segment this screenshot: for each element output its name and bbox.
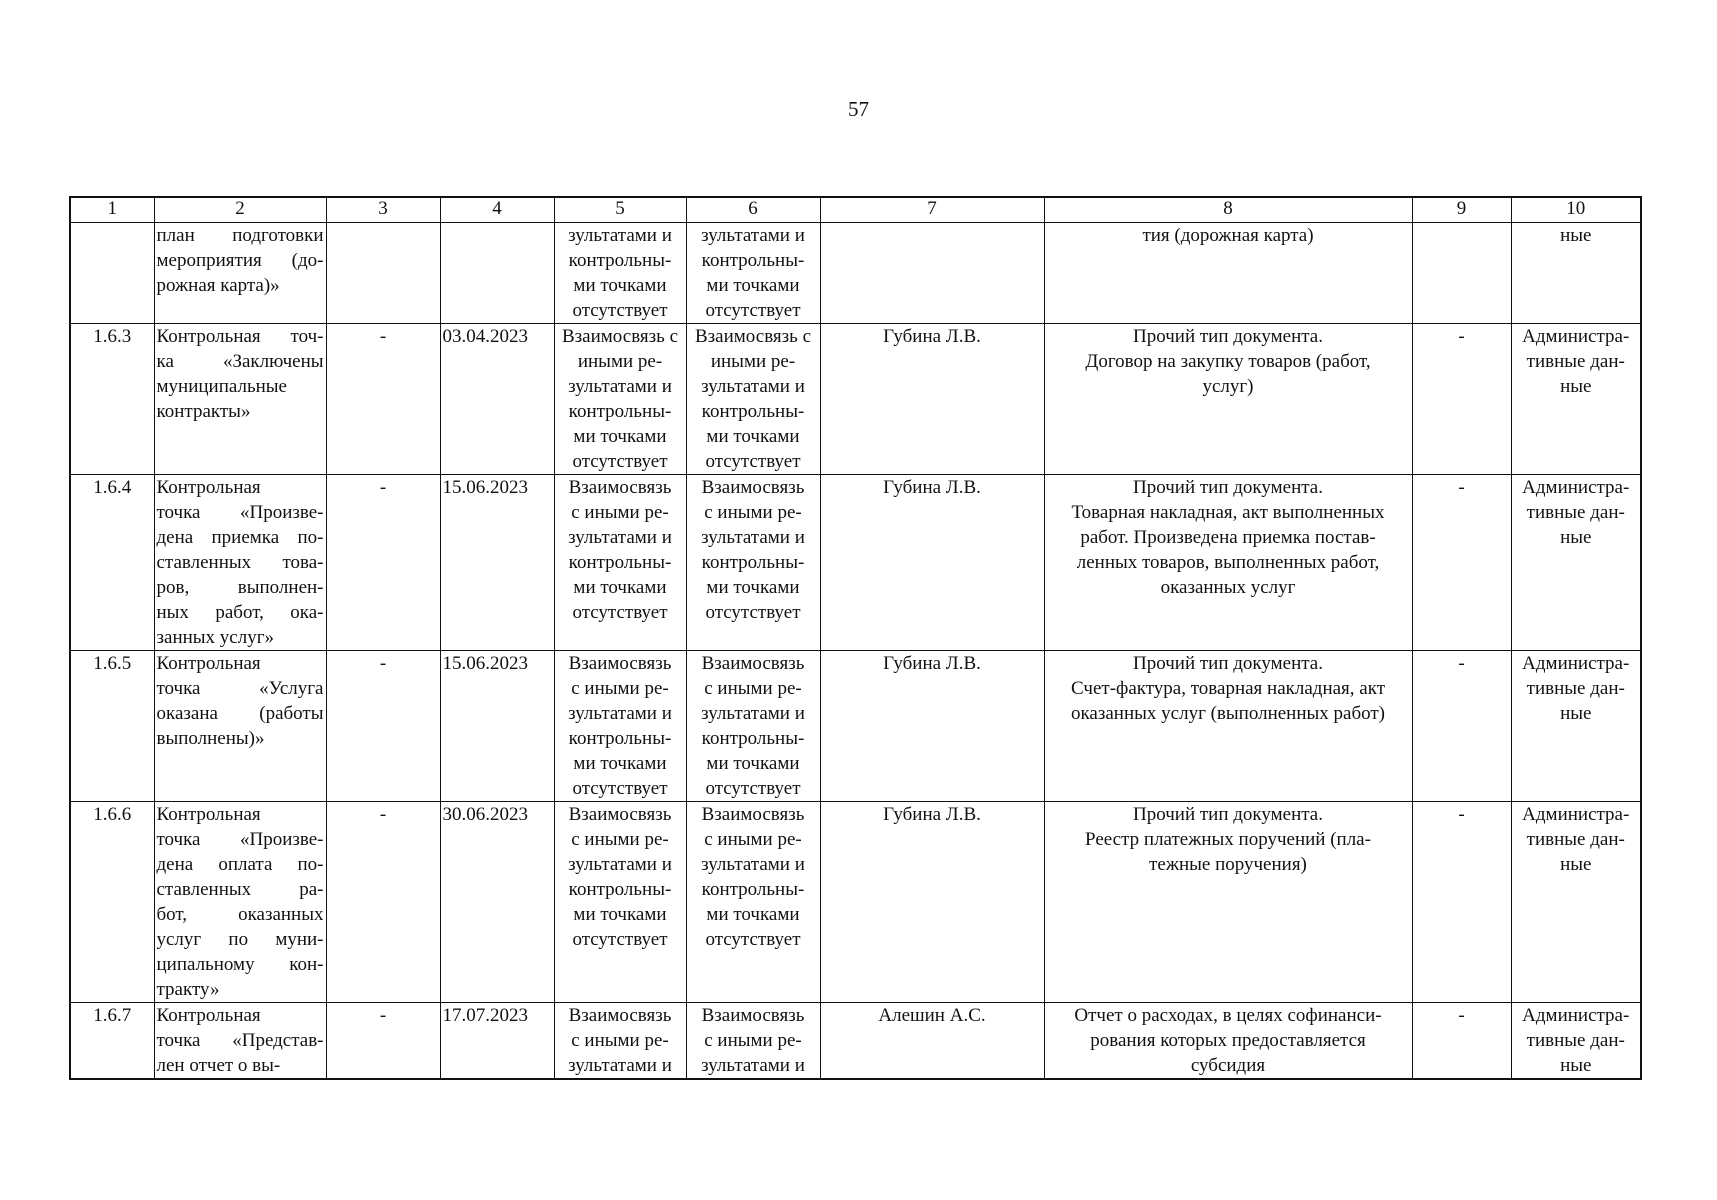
column-3-cell: - — [326, 475, 440, 651]
relation-cell-6 — [686, 475, 820, 651]
control-point-name-cell — [154, 223, 326, 324]
control-point-name-cell — [154, 1003, 326, 1080]
table-row — [70, 1003, 1641, 1080]
cell-line: тия (дорожная карта) — [1142, 225, 1314, 246]
column-number: 4 — [440, 197, 554, 223]
document-type-cell — [1044, 475, 1412, 651]
cell-line: ные — [1560, 527, 1592, 548]
document-type-cell — [1044, 324, 1412, 475]
cell-line: Администра- — [1522, 477, 1630, 498]
cell-line: Взаимосвязь — [568, 477, 672, 498]
column-number: 2 — [154, 197, 326, 223]
row-number-cell — [70, 223, 154, 324]
relation-cell-5 — [554, 223, 686, 324]
document-type-cell — [1044, 651, 1412, 802]
control-point-name-cell — [154, 475, 326, 651]
cell-line: Контрольная — [156, 653, 261, 674]
cell-line: с иными ре- — [704, 1030, 802, 1051]
control-points-table — [69, 196, 1642, 1080]
cell-line: ставленных това- — [156, 552, 324, 573]
cell-line: отсутствует — [572, 778, 668, 799]
column-number: 8 — [1044, 197, 1412, 223]
cell-line: точка «Услуга — [156, 678, 324, 699]
cell-line: зультатами и — [568, 225, 672, 246]
cell-line: отсутствует — [572, 451, 668, 472]
cell-line: точка «Представ- — [156, 1030, 324, 1051]
cell-line: ленных товаров, выполненных работ, — [1076, 552, 1380, 573]
cell-line: услуг) — [1202, 376, 1254, 397]
cell-line: контрольны- — [701, 250, 805, 271]
table-row — [70, 651, 1641, 802]
cell-line: Администра- — [1522, 804, 1630, 825]
cell-line: ми точками — [706, 426, 800, 447]
document-type-cell — [1044, 1003, 1412, 1080]
cell-line: зультатами и — [701, 225, 805, 246]
cell-line: Взаимосвязь — [568, 804, 672, 825]
cell-line: Взаимосвязь — [701, 653, 805, 674]
cell-line: оказанных услуг (выполненных работ) — [1070, 703, 1386, 724]
cell-line: точка «Произве- — [156, 829, 324, 850]
date-cell: 30.06.2023 — [440, 802, 554, 1003]
cell-line: с иными ре- — [704, 678, 802, 699]
cell-line: тивные дан- — [1526, 502, 1625, 523]
cell-line: ные — [1560, 703, 1592, 724]
cell-line: выполнены)» — [156, 728, 265, 749]
cell-line: контрольны- — [568, 879, 672, 900]
responsible-cell: Губина Л.В. — [820, 324, 1044, 475]
cell-line: ми точками — [706, 577, 800, 598]
cell-line: Прочий тип документа. — [1133, 477, 1323, 498]
column-3-cell: - — [326, 651, 440, 802]
cell-line: отсутствует — [705, 929, 801, 950]
cell-line: ные — [1560, 225, 1592, 246]
cell-line: тивные дан- — [1526, 1030, 1625, 1051]
responsible-cell — [820, 223, 1044, 324]
cell-line: контрольны- — [568, 250, 672, 271]
document-type-cell — [1044, 223, 1412, 324]
cell-line: муниципальные — [156, 376, 287, 397]
control-point-name-cell — [154, 802, 326, 1003]
cell-line: ставленных ра- — [156, 879, 324, 900]
cell-line: тракту» — [156, 979, 220, 1000]
column-9-cell: - — [1412, 324, 1511, 475]
table-body — [70, 223, 1641, 1080]
relation-cell-5 — [554, 651, 686, 802]
cell-line: контрольны- — [701, 552, 805, 573]
cell-line: контракты» — [156, 401, 251, 422]
cell-line: иными ре- — [577, 351, 663, 372]
date-cell — [440, 223, 554, 324]
cell-line: оказана (работы — [156, 703, 324, 724]
cell-line: ми точками — [573, 577, 667, 598]
responsible-cell: Губина Л.В. — [820, 475, 1044, 651]
relation-cell-6 — [686, 324, 820, 475]
cell-line: дена оплата по- — [156, 854, 324, 875]
column-3-cell — [326, 223, 440, 324]
relation-cell-5 — [554, 802, 686, 1003]
cell-line: тивные дан- — [1526, 351, 1625, 372]
cell-line: Контрольная — [156, 804, 261, 825]
document-type-cell — [1044, 802, 1412, 1003]
cell-line: зультатами и — [568, 527, 672, 548]
responsible-cell: Губина Л.В. — [820, 651, 1044, 802]
cell-line: зультатами и — [701, 854, 805, 875]
cell-line: Контрольная точ- — [156, 326, 324, 347]
responsible-cell: Алешин А.С. — [820, 1003, 1044, 1080]
date-cell: 15.06.2023 — [440, 651, 554, 802]
column-3-cell: - — [326, 802, 440, 1003]
cell-line: с иными ре- — [571, 829, 669, 850]
cell-line: ные — [1560, 854, 1592, 875]
row-number-cell: 1.6.4 — [70, 475, 154, 651]
data-source-cell — [1511, 475, 1641, 651]
column-number: 1 — [70, 197, 154, 223]
column-number: 6 — [686, 197, 820, 223]
data-source-cell — [1511, 802, 1641, 1003]
cell-line: Администра- — [1522, 653, 1630, 674]
cell-line: Контрольная — [156, 1005, 261, 1026]
cell-line: субсидия — [1190, 1055, 1266, 1076]
control-point-name-cell — [154, 651, 326, 802]
cell-line: Взаимосвязь — [701, 1005, 805, 1026]
relation-cell-6 — [686, 223, 820, 324]
cell-line: зультатами и — [701, 527, 805, 548]
cell-line: Взаимосвязь — [568, 1005, 672, 1026]
cell-line: с иными ре- — [704, 502, 802, 523]
cell-line: ные — [1560, 376, 1592, 397]
cell-line: отсутствует — [705, 602, 801, 623]
cell-line: рожная карта)» — [156, 275, 280, 296]
cell-line: зультатами и — [568, 703, 672, 724]
table-row — [70, 802, 1641, 1003]
cell-line: рования которых предоставляется — [1090, 1030, 1366, 1051]
control-point-name-cell — [154, 324, 326, 475]
cell-line: точка «Произве- — [156, 502, 324, 523]
data-source-cell — [1511, 223, 1641, 324]
cell-line: с иными ре- — [571, 502, 669, 523]
cell-line: с иными ре- — [571, 1030, 669, 1051]
cell-line: ров, выполнен- — [156, 577, 324, 598]
cell-line: отсутствует — [705, 451, 801, 472]
cell-line: с иными ре- — [704, 829, 802, 850]
cell-line: Прочий тип документа. — [1133, 653, 1323, 674]
cell-line: Взаимосвязь — [568, 653, 672, 674]
cell-line: зультатами и — [568, 376, 672, 397]
row-number-cell: 1.6.3 — [70, 324, 154, 475]
cell-line: тивные дан- — [1526, 829, 1625, 850]
cell-line: отсутствует — [572, 602, 668, 623]
column-3-cell: - — [326, 1003, 440, 1080]
column-9-cell: - — [1412, 475, 1511, 651]
data-source-cell — [1511, 1003, 1641, 1080]
table-row — [70, 475, 1641, 651]
cell-line: Взаимосвязь с — [694, 326, 812, 347]
relation-cell-6 — [686, 1003, 820, 1080]
cell-line: зультатами и — [568, 854, 672, 875]
date-cell: 03.04.2023 — [440, 324, 554, 475]
column-number: 3 — [326, 197, 440, 223]
cell-line: зультатами и — [568, 1055, 672, 1076]
cell-line: зультатами и — [701, 703, 805, 724]
column-9-cell: - — [1412, 1003, 1511, 1080]
cell-line: тивные дан- — [1526, 678, 1625, 699]
cell-line: Администра- — [1522, 1005, 1630, 1026]
cell-line: мероприятия (до- — [156, 250, 324, 271]
date-cell: 15.06.2023 — [440, 475, 554, 651]
page-number: 57 — [848, 97, 869, 121]
cell-line: Отчет о расходах, в целях софинанси- — [1074, 1005, 1382, 1026]
column-number-row — [70, 197, 1641, 223]
cell-line: ми точками — [573, 904, 667, 925]
row-number-cell: 1.6.7 — [70, 1003, 154, 1080]
row-number-cell: 1.6.5 — [70, 651, 154, 802]
cell-line: Счет-фактура, товарная накладная, акт — [1070, 678, 1386, 699]
cell-line: Прочий тип документа. — [1133, 804, 1323, 825]
cell-line: отсутствует — [705, 300, 801, 321]
table-row — [70, 324, 1641, 475]
cell-line: оказанных услуг — [1160, 577, 1296, 598]
relation-cell-5 — [554, 1003, 686, 1080]
cell-line: лен отчет о вы- — [156, 1055, 281, 1076]
cell-line: Взаимосвязь — [701, 477, 805, 498]
cell-line: иными ре- — [710, 351, 796, 372]
relation-cell-5 — [554, 475, 686, 651]
cell-line: занных услуг» — [156, 627, 274, 648]
column-number: 5 — [554, 197, 686, 223]
cell-line: Товарная накладная, акт выполненных — [1071, 502, 1385, 523]
relation-cell-5 — [554, 324, 686, 475]
cell-line: отсутствует — [705, 778, 801, 799]
column-3-cell: - — [326, 324, 440, 475]
cell-line: Взаимосвязь с — [561, 326, 679, 347]
table-row — [70, 223, 1641, 324]
cell-line: контрольны- — [701, 401, 805, 422]
column-9-cell — [1412, 223, 1511, 324]
column-9-cell: - — [1412, 651, 1511, 802]
column-9-cell: - — [1412, 802, 1511, 1003]
cell-line: отсутствует — [572, 929, 668, 950]
cell-line: Администра- — [1522, 326, 1630, 347]
cell-line: ми точками — [573, 275, 667, 296]
cell-line: Договор на закупку товаров (работ, — [1085, 351, 1371, 372]
cell-line: контрольны- — [568, 552, 672, 573]
column-number: 10 — [1511, 197, 1641, 223]
date-cell: 17.07.2023 — [440, 1003, 554, 1080]
responsible-cell: Губина Л.В. — [820, 802, 1044, 1003]
cell-line: ми точками — [706, 275, 800, 296]
cell-line: план подготовки — [156, 225, 324, 246]
cell-line: дена приемка по- — [156, 527, 324, 548]
cell-line: ные — [1560, 1055, 1592, 1076]
cell-line: работ. Произведена приемка постав- — [1080, 527, 1376, 548]
cell-line: контрольны- — [701, 728, 805, 749]
cell-line: Контрольная — [156, 477, 261, 498]
cell-line: зультатами и — [701, 1055, 805, 1076]
cell-line: отсутствует — [572, 300, 668, 321]
cell-line: услуг по муни- — [156, 929, 324, 950]
cell-line: контрольны- — [568, 728, 672, 749]
cell-line: бот, оказанных — [156, 904, 324, 925]
column-number: 7 — [820, 197, 1044, 223]
column-number: 9 — [1412, 197, 1511, 223]
cell-line: Взаимосвязь — [701, 804, 805, 825]
cell-line: ных работ, ока- — [156, 602, 324, 623]
data-source-cell — [1511, 324, 1641, 475]
cell-line: ка «Заключены — [156, 351, 324, 372]
row-number-cell: 1.6.6 — [70, 802, 154, 1003]
cell-line: ми точками — [706, 904, 800, 925]
cell-line: контрольны- — [568, 401, 672, 422]
data-source-cell — [1511, 651, 1641, 802]
cell-line: тежные поручения) — [1149, 854, 1307, 875]
cell-line: ми точками — [573, 753, 667, 774]
cell-line: Прочий тип документа. — [1133, 326, 1323, 347]
relation-cell-6 — [686, 802, 820, 1003]
relation-cell-6 — [686, 651, 820, 802]
cell-line: ми точками — [706, 753, 800, 774]
cell-line: Реестр платежных поручений (пла- — [1085, 829, 1371, 850]
cell-line: зультатами и — [701, 376, 805, 397]
cell-line: ципальному кон- — [156, 954, 324, 975]
cell-line: с иными ре- — [571, 678, 669, 699]
cell-line: контрольны- — [701, 879, 805, 900]
cell-line: ми точками — [573, 426, 667, 447]
